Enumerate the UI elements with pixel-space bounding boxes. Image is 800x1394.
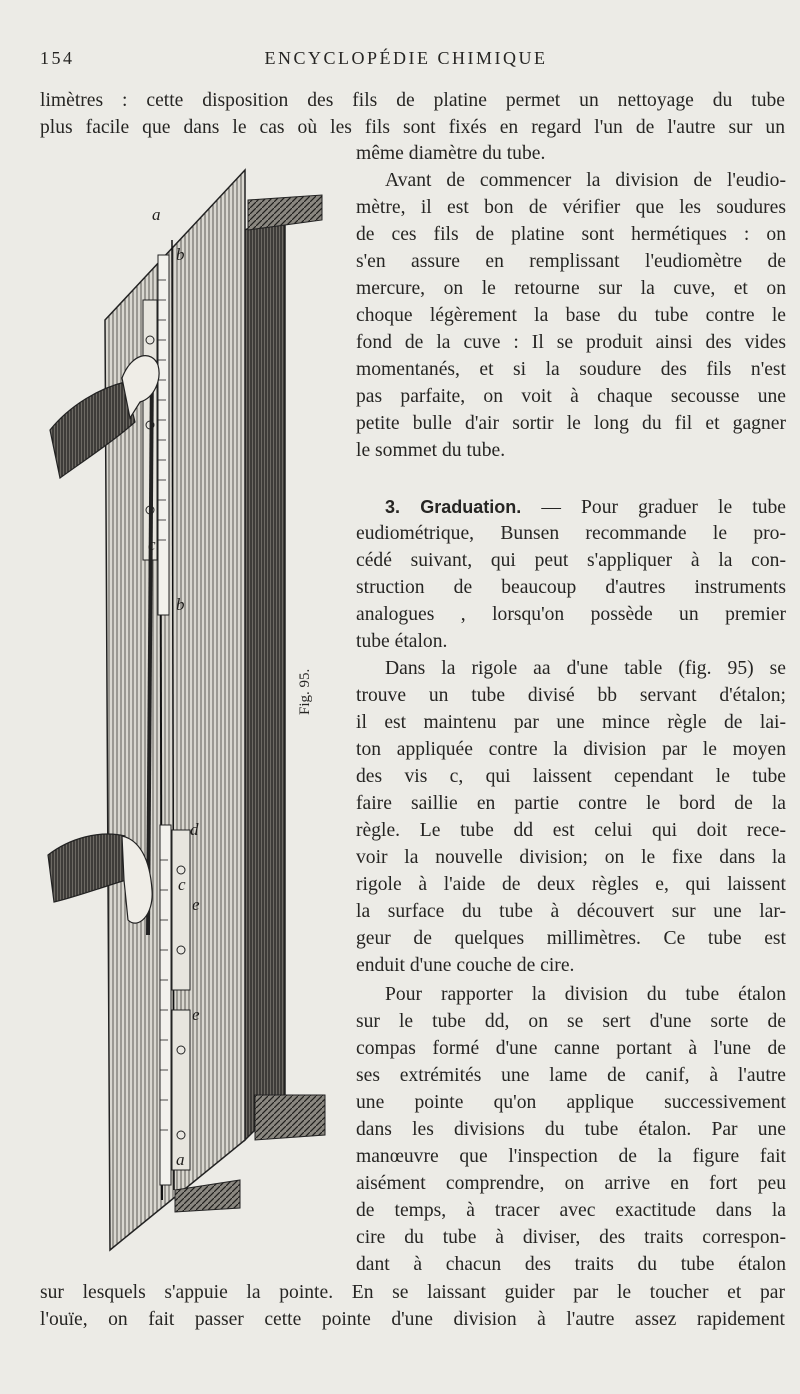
text-line: enduit d'une couche de cire. <box>356 955 575 976</box>
text-line: petite bulle d'air sortir le long du fil et gagner <box>356 413 786 434</box>
section-heading-line: 3. Graduation. — Pour graduer le tube <box>385 497 786 518</box>
text-line: fond de la cuve : Il se produit ainsi des vides <box>356 332 786 353</box>
text-line: eudiométrique, Bunsen recommande le pro- <box>356 523 786 544</box>
text-line: cédé suivant, qui peut s'appliquer à la con- <box>356 550 786 571</box>
guide-ruler-upper <box>172 830 190 990</box>
text-line: dant à chacun des traits du tube étalon <box>356 1254 786 1275</box>
text-line: une pointe qu'on applique successivement <box>356 1092 786 1113</box>
text-line: voir la nouvelle division; on le fixe dans la <box>356 847 786 868</box>
table-edge <box>245 210 285 1140</box>
text-line: il est maintenu par une mince règle de lai- <box>356 712 786 733</box>
text-line: sur le tube dd, on se sert d'une sorte de <box>356 1011 786 1032</box>
text-line: struction de beaucoup d'autres instruments <box>356 577 786 598</box>
text-line: mètre, il est bon de vérifier que les soudures <box>356 197 786 218</box>
figure-letter: a <box>176 1150 185 1169</box>
text-line: rigole à l'aide de deux règles e, qui laissent <box>356 874 786 895</box>
figure-caption: Fig. 95. <box>297 668 313 715</box>
text-line: le sommet du tube. <box>356 440 506 461</box>
text-line: limètres : cette disposition des fils de platine permet un nettoyage du tube <box>40 90 785 111</box>
text-line: Pour rapporter la division du tube étalon <box>385 984 786 1005</box>
running-title: ENCYCLOPÉDIE CHIMIQUE <box>264 48 548 68</box>
text-line: compas formé d'une canne portant à l'une de <box>356 1038 786 1059</box>
figure-letter: b <box>176 245 185 264</box>
guide-ruler-lower <box>172 1010 190 1170</box>
text-line: aisément comprendre, on arrive en fort peu <box>356 1173 786 1194</box>
support-bottom <box>255 1095 325 1140</box>
text-line: dans les divisions du tube étalon. Par une <box>356 1119 786 1140</box>
text-line: Avant de commencer la division de l'eudio- <box>385 170 786 191</box>
text-line: mercure, on le retourne sur la cuve, et on <box>356 278 786 299</box>
text-line: momentanés, et si la soudure des fils n'est <box>356 359 786 380</box>
support-top <box>248 195 322 230</box>
text-line: sur lesquels s'appuie la pointe. En se laissant guider par le toucher et par <box>40 1282 785 1303</box>
text-line: l'ouïe, on fait passer cette pointe d'une division à l'autre assez rapidement <box>40 1309 785 1330</box>
figure-letter: e <box>192 895 200 914</box>
figure-letter: e <box>192 1005 200 1024</box>
text-line: même diamètre du tube. <box>356 143 546 164</box>
figure-letter: d <box>190 820 199 839</box>
text-line: ton appliquée contre la division par le moyen <box>356 739 786 760</box>
text-line: de temps, à tracer avec exactitude dans la <box>356 1200 786 1221</box>
standard-tube <box>158 255 169 615</box>
text-line: Dans la rigole aa d'une table (fig. 95) se <box>385 658 786 679</box>
text-line: geur de quelques millimètres. Ce tube est <box>356 928 786 949</box>
figure-letter: b <box>176 595 185 614</box>
text-line: choque légèrement la base du tube contre le <box>356 305 786 326</box>
new-tube <box>160 825 171 1185</box>
page-number: 154 <box>40 48 75 68</box>
text-line: tube étalon. <box>356 631 448 652</box>
page-header <box>40 48 772 74</box>
figure-letter: c <box>178 875 186 894</box>
section-heading: 3. Graduation. <box>385 497 522 517</box>
text-line: pas parfaite, on voit à chaque secousse une <box>356 386 786 407</box>
text-line: cire du tube à diviser, des traits correspon- <box>356 1227 786 1248</box>
text-line: trouve un tube divisé bb servant d'étalon; <box>356 685 786 706</box>
text-line: faire saillie en partie contre le bord de la <box>356 793 786 814</box>
text-line: règle. Le tube dd est celui qui doit rece- <box>356 820 786 841</box>
text-line: manœuvre que l'inspection de la figure fait <box>356 1146 786 1167</box>
figure-letter: a <box>152 205 161 224</box>
text-line: la surface du tube à découvert sur une lar- <box>356 901 786 922</box>
text-line: de ces fils de platine sont hermétiques : on <box>356 224 786 245</box>
text-line: analogues , lorsqu'on possède un premier <box>356 604 786 625</box>
figure-letter: c <box>148 535 156 554</box>
text-line: ses extrémités une lame de canif, à l'autre <box>356 1065 786 1086</box>
text-line: s'en assure en remplissant l'eudiomètre de <box>356 251 786 272</box>
figure-graduation-table <box>40 160 340 1260</box>
text-line: des vis c, qui laissent cependant le tube <box>356 766 786 787</box>
text-line: plus facile que dans le cas où les fils sont fixés en regard l'un de l'autre sur un <box>40 117 785 138</box>
